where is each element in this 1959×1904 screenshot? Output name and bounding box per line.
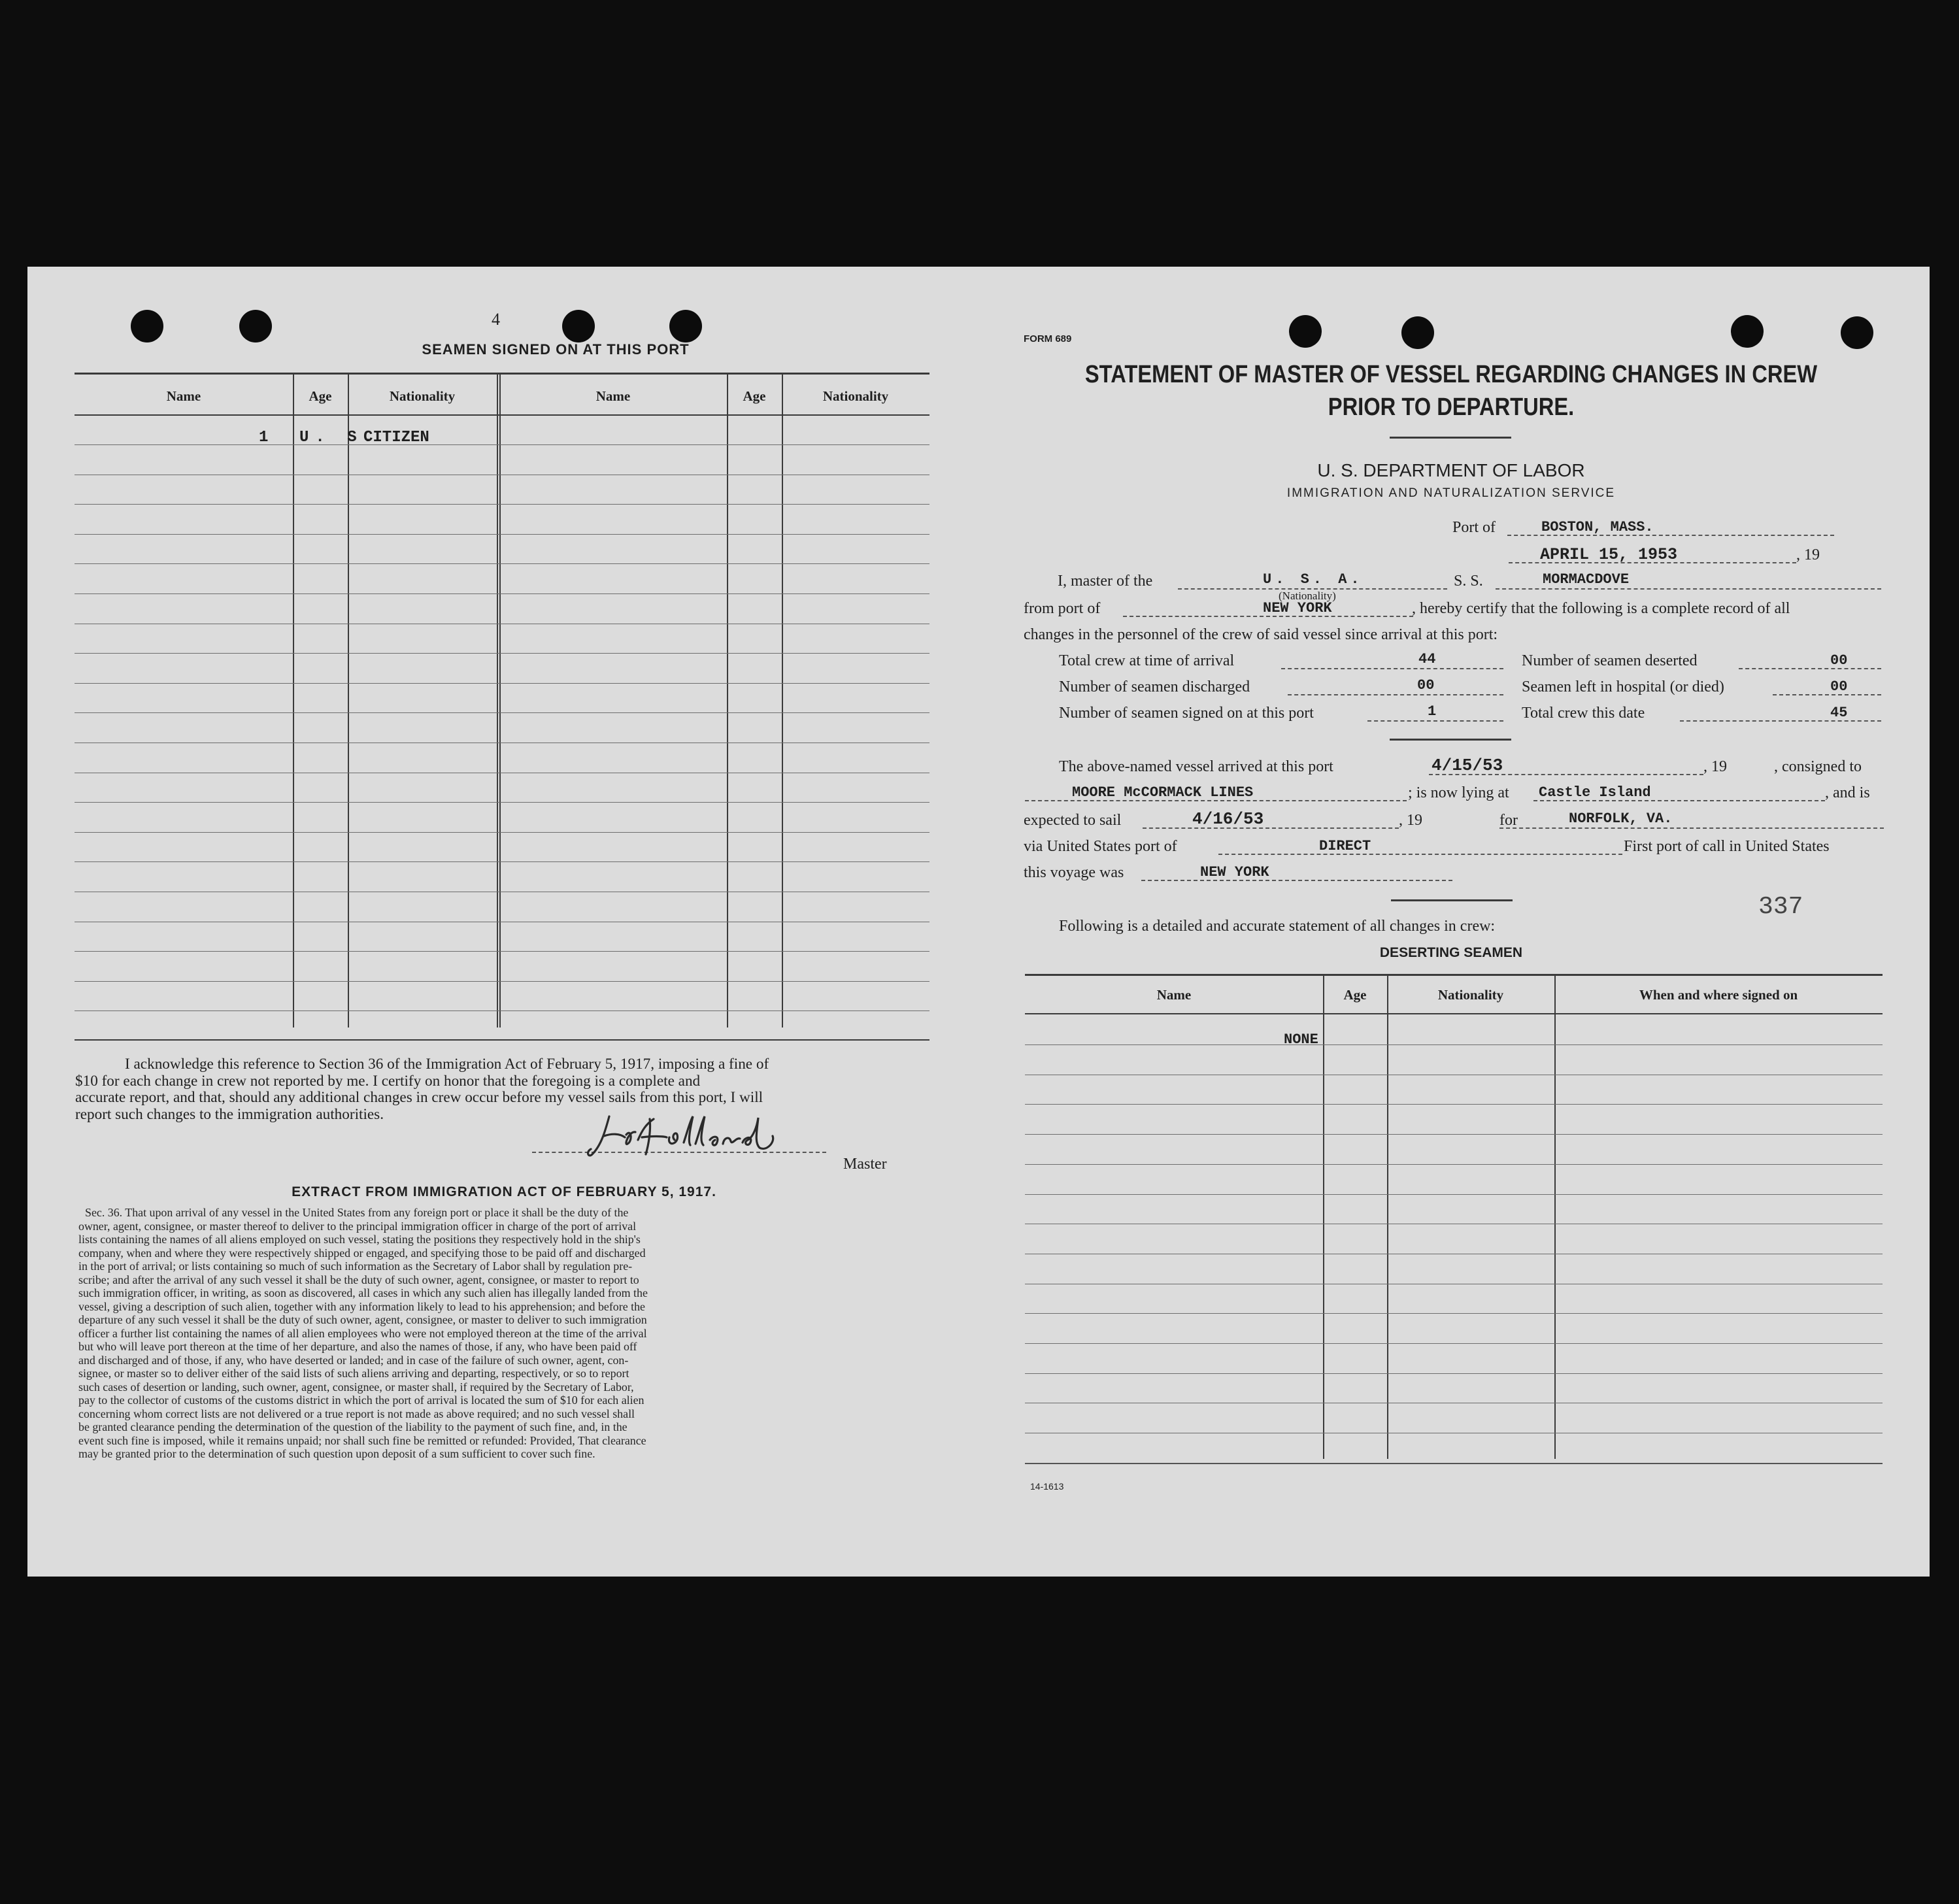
row-rule — [75, 861, 929, 862]
extract-line: may be granted prior to the determination of such question upon deposit of a sum sufficient to cover such fine. — [78, 1447, 595, 1460]
extract-line: signee, or master so to deliver either of the said lists of such aliens arriving and departing, respectively, or so to report — [78, 1367, 629, 1380]
extract-line: company, when and where they were respectively shipped or engaged, and specifying those to be paid off and discharged — [78, 1246, 646, 1260]
nationality-value: U. S. A. — [1263, 571, 1364, 588]
voyage-label: this voyage was — [1024, 864, 1124, 881]
row-rule — [75, 683, 929, 684]
master-of-label: I, master of the — [1058, 573, 1153, 590]
section-title: SEAMEN SIGNED ON AT THIS PORT — [422, 341, 690, 358]
extract-line: but who will leave port thereon at the time of her departure, and also the names of those, if any, who have been paid off — [78, 1340, 637, 1353]
department-name: U. S. DEPARTMENT OF LABOR — [1317, 460, 1585, 480]
arrived-label: The above-named vessel arrived at this port — [1059, 758, 1333, 775]
extract-line: and discharged and of those, if any, who have deserted or landed; and in case of the failure of such owner, agent, con- — [78, 1353, 629, 1367]
row-rule — [75, 653, 929, 654]
port-value: BOSTON, MASS. — [1541, 519, 1654, 535]
stat-label: Number of seamen deserted — [1522, 652, 1698, 669]
from-port-value: NEW YORK — [1263, 600, 1332, 616]
year-prefix: , 19 — [1703, 758, 1727, 775]
stat-line — [1367, 720, 1503, 722]
col-header-name: Name — [166, 388, 201, 404]
expected-label: expected to sail — [1024, 812, 1122, 829]
row-rule — [1025, 1343, 1883, 1344]
master-signature — [586, 1111, 795, 1163]
row-rule — [75, 712, 929, 713]
row-age: U. S. — [299, 429, 380, 446]
col-header-signed-on: When and where signed on — [1639, 987, 1798, 1003]
seamen-deserted: 00 — [1830, 652, 1848, 669]
row-rule — [1025, 1044, 1883, 1045]
extract-line: owner, agent, consignee, or master thereof to deliver to the principal immigration officer in charge of the port of arrival — [78, 1219, 637, 1233]
title-line: PRIOR TO DEPARTURE. — [1328, 393, 1575, 421]
stat-label: Total crew this date — [1522, 705, 1645, 722]
row-rule — [75, 534, 929, 535]
extract-line: vessel, giving a description of such alien, together with any information likely to lead to his apprehension; and before the — [78, 1299, 645, 1313]
seamen-discharged: 00 — [1417, 677, 1435, 693]
stat-line — [1281, 668, 1503, 669]
master-label: Master — [843, 1156, 887, 1173]
row-rule — [1025, 1104, 1883, 1105]
total-crew-today: 45 — [1830, 705, 1848, 721]
vessel-line — [1496, 588, 1881, 590]
col-header-nationality: Nationality — [389, 388, 456, 404]
extract-line: concerning whom correct lists are not delivered or a true report is not made as above required; and no such vessel shall — [78, 1407, 635, 1420]
sail-date: 4/16/53 — [1192, 809, 1264, 829]
row-name: 1 — [259, 429, 269, 446]
extract-text — [78, 1206, 936, 1461]
col-header-age: Age — [309, 388, 332, 404]
col-header-age: Age — [743, 388, 766, 404]
page-number: 4 — [492, 310, 500, 329]
row-rule — [1025, 1134, 1883, 1135]
extract-line: officer a further list containing the names of all alien employees who were not employed thereon at the time of the arrival — [78, 1326, 647, 1340]
punch-hole — [562, 310, 595, 342]
row-rule — [75, 1010, 929, 1011]
extract-line: event such fine is imposed, while it remains unpaid; nor shall such fine be remitted or refunded: Provided, That clearance — [78, 1433, 646, 1447]
extract-title: EXTRACT FROM IMMIGRATION ACT OF FEBRUARY 5, 1917. — [292, 1184, 716, 1199]
seamen-hospital: 00 — [1830, 678, 1848, 695]
row-rule — [1025, 1313, 1883, 1314]
row-rule — [1025, 1194, 1883, 1195]
via-line — [1218, 854, 1622, 855]
col-header-name: Name — [1156, 987, 1192, 1003]
divider — [1391, 899, 1513, 901]
punch-hole — [1731, 315, 1764, 348]
destination: NORFOLK, VA. — [1569, 810, 1673, 827]
divider — [1390, 437, 1511, 439]
following-label: Following is a detailed and accurate statement of all changes in crew: — [1059, 918, 1496, 935]
nationality-caption: (Nationality) — [1279, 590, 1336, 602]
stat-label: Number of seamen discharged — [1059, 678, 1250, 695]
from-port-label: from port of — [1024, 600, 1101, 617]
extract-line: such immigration officer, in writing, as soon as discovered, all cases in which any such alien has illegally landed from the — [78, 1286, 648, 1299]
year-prefix: , 19 — [1796, 546, 1820, 563]
expected-line — [1143, 827, 1399, 829]
lying-label: ; is now lying at — [1408, 784, 1509, 801]
form-code: 14-1613 — [1030, 1481, 1064, 1492]
row-rule — [1025, 1164, 1883, 1165]
and-is-label: , and is — [1825, 784, 1870, 801]
first-port-label: First port of call in United States — [1624, 838, 1830, 855]
col-header-nationality: Nationality — [822, 388, 889, 404]
punch-hole — [1289, 315, 1322, 348]
title-line: STATEMENT OF MASTER OF VESSEL REGARDING CHANGES IN CREW — [1084, 361, 1818, 388]
form-number: FORM 689 — [1024, 333, 1072, 344]
stamp-number: 337 — [1758, 893, 1803, 921]
seamen-signed-on: 1 — [1428, 703, 1437, 720]
certify-text: , hereby certify that the following is a complete record of all — [1412, 600, 1790, 617]
ack-line: I acknowledge this reference to Section 36 of the Immigration Act of February 5, 1917, imposing a fine of — [125, 1056, 769, 1073]
row-rule — [1025, 1373, 1883, 1374]
extract-line: scribe; and after the arrival of any such vessel it shall be the duty of such owner, agent, consignee, or master to report to — [78, 1273, 639, 1286]
extract-line: pay to the collector of customs of the customs district in which the port of arrival is located the sum of $10 for each alien — [78, 1394, 645, 1407]
extract-line: lists containing the names of all aliens employed on such vessel, stating the positions they respectively hold in the ship's — [78, 1233, 641, 1246]
row-rule — [75, 832, 929, 833]
punch-hole — [239, 310, 272, 342]
vessel-name: MORMACDOVE — [1543, 571, 1630, 588]
extract-line: be granted clearance pending the determination of the question of the liability to the payment of such fine, and, in the — [78, 1420, 628, 1433]
arrival-date: 4/15/53 — [1432, 756, 1503, 775]
col-header-name: Name — [595, 388, 631, 404]
stat-line — [1773, 694, 1881, 695]
row-rule — [75, 504, 929, 505]
form-title — [1075, 358, 1828, 424]
row-rule — [75, 981, 929, 982]
via-port: DIRECT — [1319, 838, 1371, 854]
ack-line: accurate report, and that, should any additional changes in crew occur before my vessel sails from this port, I will — [75, 1089, 763, 1106]
voyage-line — [1141, 880, 1452, 881]
punch-hole — [1841, 316, 1873, 349]
port-label: Port of — [1452, 519, 1496, 536]
extract-line: departure of any such vessel it shall be the duty of such owner, agent, consignee, or master to deliver to such immigration — [78, 1313, 647, 1326]
row-nationality: CITIZEN — [363, 429, 429, 446]
extract-line: in the port of arrival; or lists containing so much of such information as the Secretary of Labor shall by regulation pre- — [78, 1260, 633, 1273]
row-rule — [75, 951, 929, 952]
row-rule — [75, 563, 929, 564]
ss-label: S. S. — [1454, 573, 1483, 590]
deserting-row-name: NONE — [1284, 1031, 1318, 1048]
stat-label: Total crew at time of arrival — [1059, 652, 1235, 669]
stat-label: Number of seamen signed on at this port — [1059, 705, 1314, 722]
for-label: for — [1499, 812, 1518, 829]
extract-line: Sec. 36. That upon arrival of any vessel in the United States from any foreign port or place it shall be the duty of the — [85, 1206, 629, 1219]
lying-location: Castle Island — [1539, 784, 1651, 801]
date-value: APRIL 15, 1953 — [1540, 545, 1678, 564]
stat-label: Seamen left in hospital (or died) — [1522, 678, 1724, 695]
extract-line: such cases of desertion or landing, such owner, agent, consignee, or master shall, if required by the Secretary of Labor, — [78, 1380, 634, 1394]
ack-line: report such changes to the immigration authorities. — [75, 1105, 384, 1123]
punch-hole — [1401, 316, 1434, 349]
consigned-label: , consigned to — [1774, 758, 1862, 775]
col-header-nationality: Nationality — [1437, 987, 1504, 1003]
certify-text: changes in the personnel of the crew of said vessel since arrival at this port: — [1024, 626, 1498, 643]
stat-line — [1739, 668, 1881, 669]
total-crew-arrival: 44 — [1418, 651, 1436, 667]
destination-line — [1499, 827, 1884, 829]
year-prefix: , 19 — [1399, 812, 1422, 829]
divider — [1390, 739, 1511, 741]
via-label: via United States port of — [1024, 838, 1177, 855]
first-port-of-call: NEW YORK — [1200, 864, 1269, 880]
acknowledgment-text — [75, 1056, 931, 1123]
stat-line — [1288, 694, 1503, 695]
row-rule — [75, 593, 929, 594]
deserting-title: DESERTING SEAMEN — [1379, 945, 1523, 960]
consignee: MOORE McCORMACK LINES — [1072, 784, 1254, 801]
col-header-age: Age — [1343, 987, 1367, 1003]
ack-line: $10 for each change in crew not reported by me. I certify on honor that the foregoing is a complete and — [75, 1072, 701, 1090]
punch-hole — [131, 310, 163, 342]
punch-hole — [669, 310, 702, 342]
row-rule — [75, 444, 929, 445]
service-name: IMMIGRATION AND NATURALIZATION SERVICE — [1286, 486, 1616, 500]
row-rule — [75, 802, 929, 803]
stat-line — [1680, 720, 1881, 722]
